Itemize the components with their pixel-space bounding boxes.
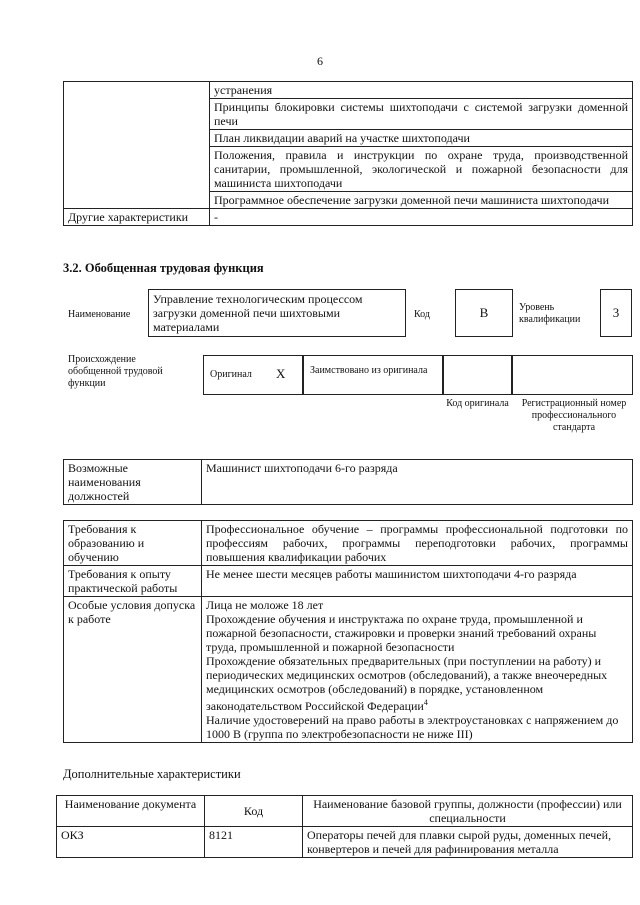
positions-label: Возможные наименования должностей (64, 460, 202, 505)
row-document: ОКЗ (57, 827, 205, 858)
knowledge-item: Принципы блокировки системы шихтоподачи с системой загрузки доменной печи (210, 99, 633, 130)
experience-value: Не менее шести месяцев работы машинистом шихтоподачи 4-го разряда (202, 566, 633, 597)
page-number: 6 (317, 54, 323, 68)
knowledge-item: Программное обеспечение загрузки доменной печи машиниста шихтоподачи (210, 192, 633, 209)
col-header-document: Наименование документа (57, 796, 205, 827)
additional-title: Дополнительные характеристики (63, 767, 241, 781)
section-title: 3.2. Обобщенная трудовая функция (63, 261, 264, 275)
special-condition: Прохождение обучения и инструктажа по охране труда, промышленной и пожарной безопасности, стажировки и проверки знаний требований охраны труда, промышленной и пожарной безопасности (206, 612, 597, 654)
original-mark: Х (276, 366, 286, 381)
special-condition: Наличие удостоверений на право работы в электроустановках с напряжением до 1000 В (группа по электробезопасности не ниже III) (206, 713, 619, 741)
original-code-cell (443, 355, 512, 395)
other-characteristics-label: Другие характеристики (64, 209, 210, 226)
special-condition: Лица не моложе 18 лет (206, 598, 324, 612)
registration-number-cell (512, 355, 633, 395)
table-row (57, 827, 633, 858)
education-value: Профессиональное обучение – программы профессиональной подготовки по профессиям рабочих, программы переподготовки рабочих, программы повышения квалификации рабочих (202, 521, 633, 566)
other-characteristics-value: - (210, 209, 633, 226)
requirements-table (63, 520, 633, 743)
original-code-caption: Код оригинала (446, 398, 509, 409)
code-label: Код (414, 309, 430, 320)
additional-table (56, 795, 633, 858)
empty-cell (64, 82, 210, 209)
col-header-group-name: Наименование базовой группы, должности (профессии) или специальности (303, 796, 633, 827)
knowledge-item: устранения (210, 82, 633, 99)
experience-label: Требования к опыту практической работы (64, 566, 202, 597)
special-conditions-value (202, 597, 633, 743)
special-conditions-label: Особые условия допуска к работе (64, 597, 202, 743)
col-header-code: Код (205, 796, 303, 827)
origin-label: Происхождение обобщенной трудовой функции (68, 354, 163, 389)
borrowed-cell (303, 355, 443, 395)
name-label: Наименование (68, 309, 131, 320)
qualification-level-value: 3 (600, 289, 632, 337)
row-group-name: Операторы печей для плавки сырой руды, доменных печей, конвертеров и печей для рафинирования металла (303, 827, 633, 858)
original-label: Оригинал (210, 369, 252, 380)
knowledge-table (63, 81, 633, 226)
special-condition: Прохождение обязательных предварительных (при поступлении на работу) и периодических медицинских осмотров (обследований), а также внеочередных медицинских осмотров (обследований) в порядке, установленном законодательством Российской Федерации$^4$ (206, 654, 608, 713)
qualification-level-label: Уровень квалификации (519, 302, 581, 325)
function-name: Управление технологическим процессом загрузки доменной печи шихтовыми материалами (148, 289, 406, 337)
positions-value: Машинист шихтоподачи 6-го разряда (202, 460, 633, 505)
knowledge-item: План ликвидации аварий на участке шихтоподачи (210, 130, 633, 147)
knowledge-item: Положения, правила и инструкции по охране труда, производственной санитарии, промышленной, экологической и пожарной безопасности для машиниста шихтоподачи (210, 147, 633, 192)
footnote-mark: 4 (423, 698, 428, 707)
borrowed-label: Заимствовано из оригинала (310, 365, 428, 376)
education-label: Требования к образованию и обучению (64, 521, 202, 566)
row-code: 8121 (205, 827, 303, 858)
original-cell (203, 355, 303, 395)
positions-table (63, 459, 633, 505)
registration-number-caption: Регистрационный номер профессионального стандарта (521, 398, 627, 433)
function-code: В (455, 289, 513, 337)
